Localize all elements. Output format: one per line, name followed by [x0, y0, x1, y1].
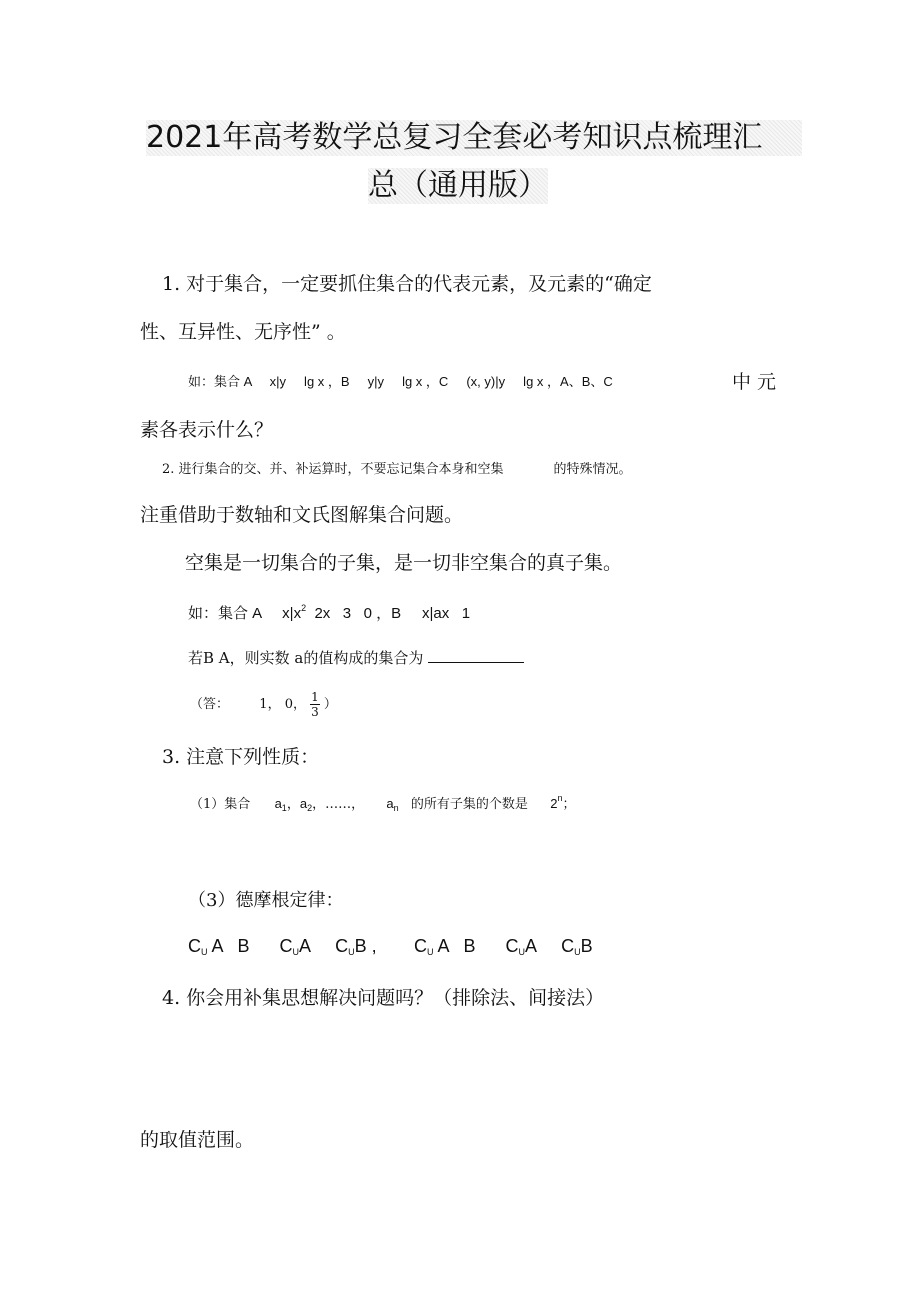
document-title-line2: 总（通用版）	[368, 168, 548, 203]
de-morgan-law-1: $C_U$ A B $C_UA$ $C_UB$ ,	[188, 936, 377, 957]
answer-fraction: $\frac{1}{3}$	[311, 690, 319, 719]
item3-property3-heading: （3）德摩根定律：	[188, 890, 344, 911]
document-title-line1: 2021年高考数学总复习全套必考知识点梳理汇	[146, 120, 802, 156]
item1-example-tail: 中 元	[732, 371, 777, 393]
answer-blank	[428, 648, 524, 663]
item4-heading: 4. 你会用补集思想解决问题吗？（排除法、间接法）	[162, 987, 605, 1009]
item2-line3: 空集是一切集合的子集，是一切非空集合的真子集。	[185, 552, 623, 574]
item2-line2: 注重借助于数轴和文氏图解集合问题。	[140, 504, 464, 526]
item2-answer: （答： 1， 0， $\frac{1}{3}$ ）	[190, 690, 337, 719]
item2-example: 如：集合 A $x|x^2$ 2x 3 0 ，B x|ax 1	[188, 603, 471, 622]
item2-line1: 2. 进行集合的交、并、补运算时，不要忘记集合本身和空集 的特殊情况。	[162, 462, 632, 477]
item1-line3: 素各表示什么？	[140, 419, 274, 441]
item3-heading: 3. 注意下列性质：	[162, 746, 320, 768]
item2-question: 若B A，则实数 a的值构成的集合为	[188, 648, 524, 668]
item1-line2: 性、互异性、无序性” 。	[140, 321, 346, 343]
item1-line1: 1. 对于集合，一定要抓住集合的代表元素，及元素的“确定	[162, 273, 652, 295]
de-morgan-law-2: $C_U$ A B $C_UA$ $C_UB$	[414, 936, 593, 957]
item4-tail: 的取值范围。	[140, 1129, 255, 1151]
item1-example: 如：集合 A x|y lg x ，B y|y lg x ，C (x, y)|y lg x ，A、B、C	[188, 374, 613, 389]
item3-property1: （1）集合 $a_1$，$a_2$，……， $a_n$ 的所有子集的个数是 2$^n$；	[190, 793, 576, 813]
